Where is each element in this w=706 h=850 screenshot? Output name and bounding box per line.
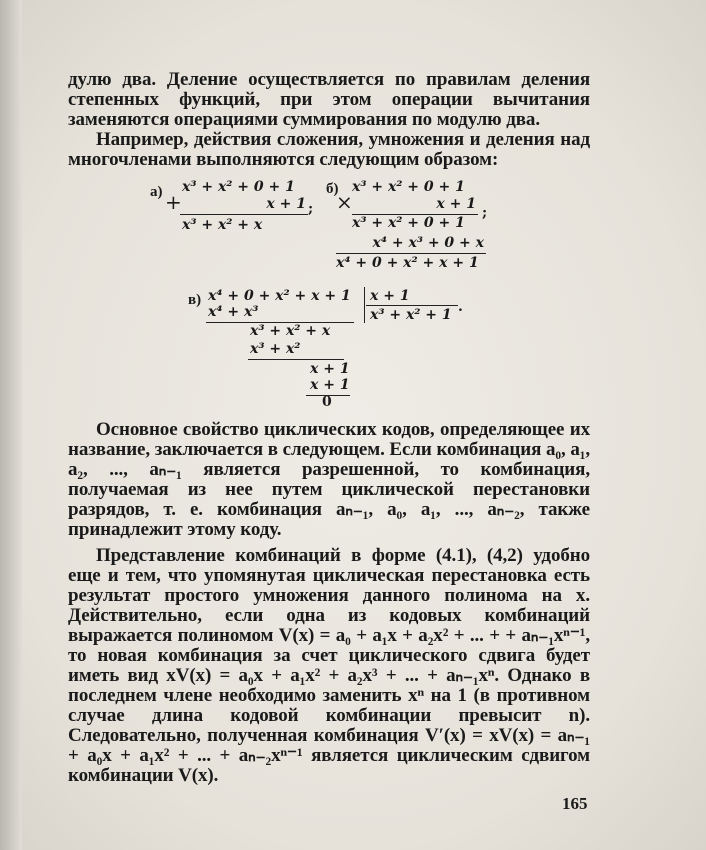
example-b-times-sign: × <box>336 190 353 214</box>
paragraph-4: Представление комбинаций в форме (4.1), (4,2) удобно еще и тем, что упомянутая циклическая перестановка есть результат простого умножения данного полинома на x. Действительно, если одна из кодовых комбинаций выражается полиномом V(x) = a₀ + a₁x + a₂x² + ... + + aₙ₋₁xⁿ⁻¹, то новая комбинация за счет циклического сдвига будет иметь вид xV(x) = a₀x + a₁x² + a₂x³ + ... + aₙ₋₁xⁿ. Однако в последнем члене необходимо заменить xⁿ на 1 (в противном случае длина кодовой комбинации превысит n). Следовательно, полученная комбинация V′(x) = xV(x) = aₙ₋₁ + a₀x + a₁x² + ... + aₙ₋₂xⁿ⁻¹ является циклическим сдвигом комбинации V(x). <box>68 545 590 786</box>
example-c-divisor: x + 1 <box>370 288 410 304</box>
paragraph-1: дулю два. Деление осуществляется по правилам деления степенных функций, при этом операции вычитания заменяются операциями суммирования по модулю два. <box>68 69 590 130</box>
example-c-remainder: 0 <box>322 394 332 410</box>
example-b-partial-1: x³ + x² + 0 + 1 <box>352 215 465 231</box>
example-c-step-5: x + 1 <box>310 377 350 393</box>
example-c-quotient: x³ + x² + 1 <box>370 307 452 323</box>
example-b-operand-1: x³ + x² + 0 + 1 <box>352 179 465 195</box>
example-a-operand-2: x + 1 <box>266 196 306 212</box>
page-binding-edge <box>0 0 22 850</box>
paragraph-3: Основное свойство циклических кодов, определяющее их название, заключается в следующем. Если комбинация a₀, a₁, a₂, ..., aₙ₋₁ является разрешенной, то комбинация, получаемая из нее путем циклической перестановки разрядов, т. е. комбинация aₙ₋₁, a₀, a₁, ..., aₙ₋₂, также принадлежит этому коду. <box>68 419 590 540</box>
page-number: 165 <box>562 794 588 813</box>
example-b-label: б) <box>326 181 339 197</box>
top-text-block <box>68 70 590 170</box>
example-c-step-4: x + 1 <box>310 361 350 377</box>
example-c-step-1: x⁴ + x³ <box>208 304 259 320</box>
example-a-semicolon: ; <box>308 201 314 217</box>
example-b-partial-2: x⁴ + x³ + 0 + x <box>372 235 484 251</box>
example-c-period: . <box>458 299 463 315</box>
example-a-label: а) <box>150 184 163 200</box>
example-a-sum-line <box>180 214 308 215</box>
paragraph-2: Например, действия сложения, умножения и деления над многочленами выполняются следующим образом: <box>68 129 590 170</box>
example-b-result: x⁴ + 0 + x² + x + 1 <box>336 255 479 271</box>
example-b-semicolon: ; <box>482 205 488 221</box>
example-c-label: в) <box>188 292 202 308</box>
example-a-plus-sign: + <box>165 190 182 214</box>
example-a-operand-1: x³ + x² + 0 + 1 <box>182 179 295 195</box>
example-b-operand-2: x + 1 <box>436 196 476 212</box>
example-a-result: x³ + x² + x <box>182 217 263 233</box>
bottom-text-block <box>68 420 590 786</box>
example-c-step-2: x³ + x² + x <box>250 323 331 339</box>
example-c-step-3: x³ + x² <box>250 341 301 357</box>
example-c-division-bar <box>364 287 365 323</box>
example-c-dividend: x⁴ + 0 + x² + x + 1 <box>208 288 351 304</box>
